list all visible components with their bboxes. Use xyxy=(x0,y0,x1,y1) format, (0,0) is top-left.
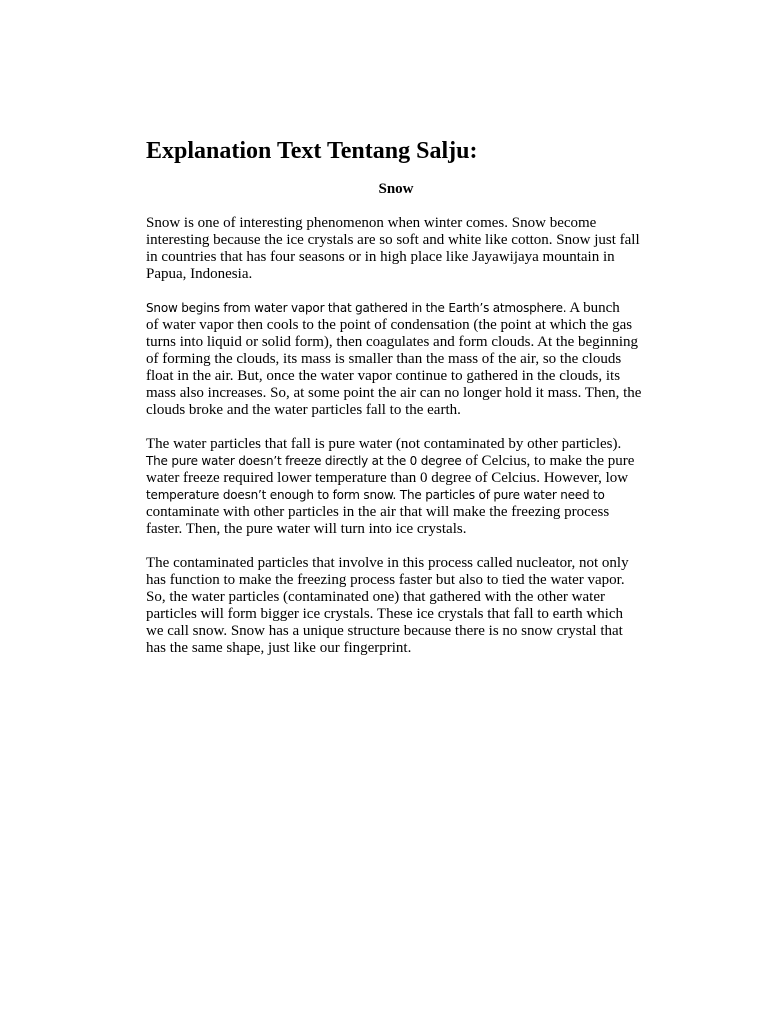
paragraph xyxy=(146,215,646,283)
text-segment: particles will form bigger ice crystals. These ice crystals that fall to earth which xyxy=(146,606,624,622)
text-segment: interesting because the ice crystals are so soft and white like cotton. Snow just fall xyxy=(146,232,640,248)
text-segment: temperature doesn’t enough to form snow. xyxy=(146,488,397,502)
text-segment: has function to make the freezing process faster but also to tied the water vapor. xyxy=(146,572,625,588)
text-line xyxy=(146,385,646,402)
text-segment: faster. Then, the pure water will turn into ice crystals. xyxy=(146,521,467,537)
text-segment: The contaminated particles that involve in this process called nucleator, not only xyxy=(146,555,629,571)
text-line xyxy=(146,300,646,317)
text-segment: of forming the clouds, its mass is smaller than the mass of the air, so the clouds xyxy=(146,351,622,367)
text-segment: has the same shape, just like our fingerprint. xyxy=(146,640,412,656)
text-line xyxy=(146,368,646,385)
text-segment: in countries that has four seasons or in high place like Jayawijaya mountain in xyxy=(146,249,615,265)
document-title: Explanation Text Tentang Salju: xyxy=(146,138,478,164)
text-segment: The water particles that fall is pure water (not contaminated by other particles). xyxy=(146,436,622,452)
paragraph xyxy=(146,300,646,419)
text-line xyxy=(146,487,646,504)
text-line xyxy=(146,521,646,538)
text-line xyxy=(146,555,646,572)
text-line xyxy=(146,640,646,657)
text-line xyxy=(146,436,646,453)
text-line xyxy=(146,572,646,589)
text-segment: float in the air. But, once the water vapor continue to gathered in the clouds, its xyxy=(146,368,621,384)
document-body xyxy=(146,215,646,657)
text-line xyxy=(146,266,646,283)
text-segment: of Celcius, to make the pure xyxy=(461,453,635,469)
text-segment: Papua, Indonesia. xyxy=(146,266,253,282)
document-page xyxy=(146,136,646,657)
paragraph xyxy=(146,436,646,538)
text-line xyxy=(146,232,646,249)
document-subtitle: Snow xyxy=(378,181,414,197)
text-line xyxy=(146,606,646,623)
text-line xyxy=(146,317,646,334)
text-segment: clouds broke and the water particles fall to the earth. xyxy=(146,402,461,418)
text-line xyxy=(146,402,646,419)
text-line xyxy=(146,623,646,640)
text-segment: water freeze required lower temperature than 0 degree of Celcius. However, low xyxy=(146,470,629,486)
text-line xyxy=(146,589,646,606)
text-line xyxy=(146,249,646,266)
text-segment: The pure water doesn’t freeze directly at the 0 degree xyxy=(146,454,462,468)
text-line xyxy=(146,215,646,232)
text-segment: Snow begins from water vapor that gathered in the Earth’s atmosphere. xyxy=(146,301,567,315)
text-line xyxy=(146,453,646,470)
text-segment: we call snow. Snow has a unique structure because there is no snow crystal that xyxy=(146,623,623,639)
paragraph xyxy=(146,555,646,657)
text-line xyxy=(146,351,646,368)
text-segment: mass also increases. So, at some point the air can no longer hold it mass. Then, the xyxy=(146,385,642,401)
text-segment: A bunch xyxy=(566,300,620,316)
text-segment: The particles of pure water need to xyxy=(399,488,605,502)
text-segment: So, the water particles (contaminated one) that gathered with the other water xyxy=(146,589,605,605)
text-line xyxy=(146,334,646,351)
text-segment: turns into liquid or solid form), then coagulates and form clouds. At the beginning xyxy=(146,334,639,350)
text-segment: Snow is one of interesting phenomenon when winter comes. Snow become xyxy=(146,215,597,231)
text-line xyxy=(146,470,646,487)
text-line xyxy=(146,504,646,521)
text-segment: of water vapor then cools to the point of condensation (the point at which the gas xyxy=(146,317,633,333)
text-segment: contaminate with other particles in the air that will make the freezing process xyxy=(146,504,610,520)
